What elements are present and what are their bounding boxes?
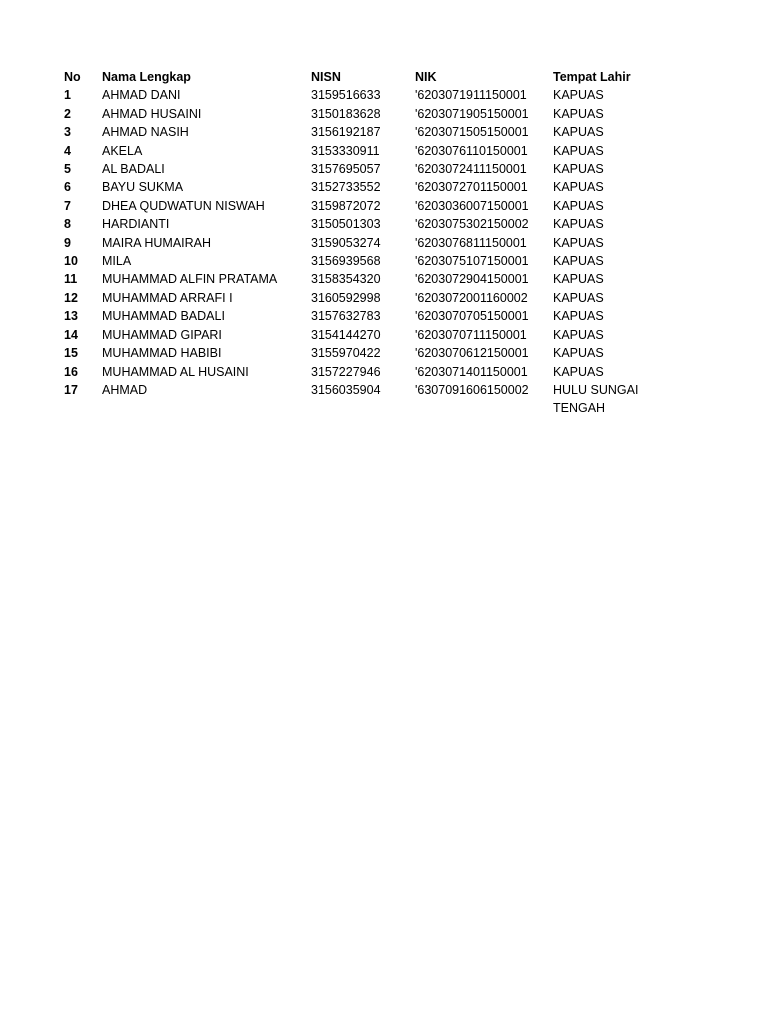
cell-nik: '6203072411150001 [415, 162, 527, 177]
cell-nik: '6203071905150001 [415, 106, 529, 121]
cell-no: 10 [64, 254, 78, 269]
header-tempat-lahir: Tempat Lahir [553, 70, 631, 84]
table-row [61, 344, 663, 362]
cell-no: 11 [64, 272, 78, 287]
cell-tempat-lahir: KAPUAS [553, 346, 604, 361]
table-row [61, 215, 663, 233]
cell-nama: AHMAD HUSAINI [102, 106, 202, 121]
cell-tempat-lahir: KAPUAS [553, 106, 604, 121]
cell-nama: AHMAD NASIH [102, 125, 189, 140]
cell-tempat-lahir: KAPUAS [553, 364, 604, 379]
cell-nisn: 3150183628 [311, 106, 381, 121]
cell-nisn: 3150501303 [311, 217, 381, 232]
cell-nama: DHEA QUDWATUN NISWAH [102, 198, 265, 213]
cell-nik: '6203075302150002 [415, 217, 529, 232]
cell-nama: MUHAMMAD BADALI [102, 309, 225, 324]
cell-nik: '6203075107150001 [415, 254, 529, 269]
cell-nik: '6203072001160002 [415, 290, 528, 305]
cell-nisn: 3153330911 [311, 143, 380, 158]
cell-no: 14 [64, 327, 78, 342]
cell-nik: '6203071911150001 [415, 88, 527, 103]
cell-nisn: 3156192187 [311, 125, 381, 140]
cell-no: 7 [64, 198, 71, 213]
student-table [61, 68, 663, 418]
cell-no: 13 [64, 309, 78, 324]
table-row [61, 289, 663, 307]
cell-nisn: 3155970422 [311, 346, 381, 361]
table-row [61, 326, 663, 344]
cell-nama: MUHAMMAD ALFIN PRATAMA [102, 272, 278, 287]
table-row [61, 142, 663, 160]
table-row [61, 234, 663, 252]
cell-nama: MUHAMMAD HABIBI [102, 346, 222, 361]
cell-no: 2 [64, 106, 71, 121]
cell-tempat-lahir: KAPUAS [553, 290, 604, 305]
cell-tempat-lahir: KAPUAS [553, 217, 604, 232]
cell-tempat-lahir: KAPUAS [553, 327, 604, 342]
table-row [61, 105, 663, 123]
cell-nama: MUHAMMAD ARRAFI I [102, 290, 233, 305]
table-row [61, 381, 663, 418]
cell-tempat-lahir: KAPUAS [553, 88, 604, 103]
cell-nik: '6203070705150001 [415, 309, 529, 324]
cell-no: 17 [64, 382, 78, 397]
header-nama-lengkap: Nama Lengkap [102, 70, 191, 84]
cell-nisn: 3152733552 [311, 180, 381, 195]
cell-no: 6 [64, 180, 71, 195]
cell-nama: AHMAD DANI [102, 88, 181, 103]
cell-no: 1 [64, 88, 71, 103]
cell-tempat-lahir: KAPUAS [553, 180, 604, 195]
cell-nama: MUHAMMAD AL HUSAINI [102, 364, 249, 379]
table-row [61, 178, 663, 196]
cell-nik: '6203072904150001 [415, 272, 529, 287]
cell-nisn: 3157632783 [311, 309, 381, 324]
cell-nama: AKELA [102, 143, 143, 158]
cell-nik: '6203076811150001 [415, 235, 527, 250]
cell-no: 16 [64, 364, 78, 379]
cell-tempat-lahir: KAPUAS [553, 143, 604, 158]
table-header-row [61, 68, 663, 86]
cell-nisn: 3157227946 [311, 364, 381, 379]
cell-nik: '6203070612150001 [415, 346, 529, 361]
cell-no: 12 [64, 290, 78, 305]
table-row [61, 123, 663, 141]
cell-no: 8 [64, 217, 71, 232]
cell-tempat-lahir: KAPUAS [553, 125, 604, 140]
cell-nisn: 3159516633 [311, 88, 381, 103]
cell-nisn: 3158354320 [311, 272, 381, 287]
cell-no: 9 [64, 235, 71, 250]
cell-tempat-lahir: HULU SUNGAI TENGAH [553, 382, 639, 416]
cell-nisn: 3156939568 [311, 254, 381, 269]
cell-nik: '6203071505150001 [415, 125, 529, 140]
cell-nik: '6203070711150001 [415, 327, 527, 342]
cell-tempat-lahir: KAPUAS [553, 254, 604, 269]
cell-nisn: 3154144270 [311, 327, 381, 342]
cell-nisn: 3160592998 [311, 290, 381, 305]
cell-tempat-lahir: KAPUAS [553, 235, 604, 250]
cell-nama: MILA [102, 254, 132, 269]
cell-nama: AHMAD [102, 382, 148, 397]
cell-nik: '6307091606150002 [415, 382, 529, 397]
cell-tempat-lahir: KAPUAS [553, 309, 604, 324]
header-nisn: NISN [311, 70, 341, 84]
cell-no: 5 [64, 162, 71, 177]
cell-nisn: 3156035904 [311, 382, 381, 397]
cell-nama: AL BADALI [102, 162, 165, 177]
table-row [61, 307, 663, 325]
cell-nama: MUHAMMAD GIPARI [102, 327, 222, 342]
cell-no: 15 [64, 346, 78, 361]
cell-no: 4 [64, 143, 71, 158]
cell-nik: '6203071401150001 [415, 364, 528, 379]
cell-nisn: 3159053274 [311, 235, 381, 250]
cell-tempat-lahir: KAPUAS [553, 198, 604, 213]
cell-nisn: 3159872072 [311, 198, 381, 213]
table-row [61, 86, 663, 104]
table-row [61, 160, 663, 178]
cell-nik: '6203036007150001 [415, 198, 529, 213]
cell-nama: BAYU SUKMA [102, 180, 184, 195]
cell-tempat-lahir: KAPUAS [553, 272, 604, 287]
cell-nama: HARDIANTI [102, 217, 170, 232]
table-row [61, 252, 663, 270]
cell-nisn: 3157695057 [311, 162, 381, 177]
cell-nik: '6203076110150001 [415, 143, 528, 158]
table-row [61, 270, 663, 288]
cell-tempat-lahir: KAPUAS [553, 162, 604, 177]
table-row [61, 197, 663, 215]
header-nik: NIK [415, 70, 437, 84]
table-row [61, 363, 663, 381]
header-no: No [64, 70, 81, 84]
cell-nama: MAIRA HUMAIRAH [102, 235, 212, 250]
cell-no: 3 [64, 125, 71, 140]
cell-nik: '6203072701150001 [415, 180, 528, 195]
